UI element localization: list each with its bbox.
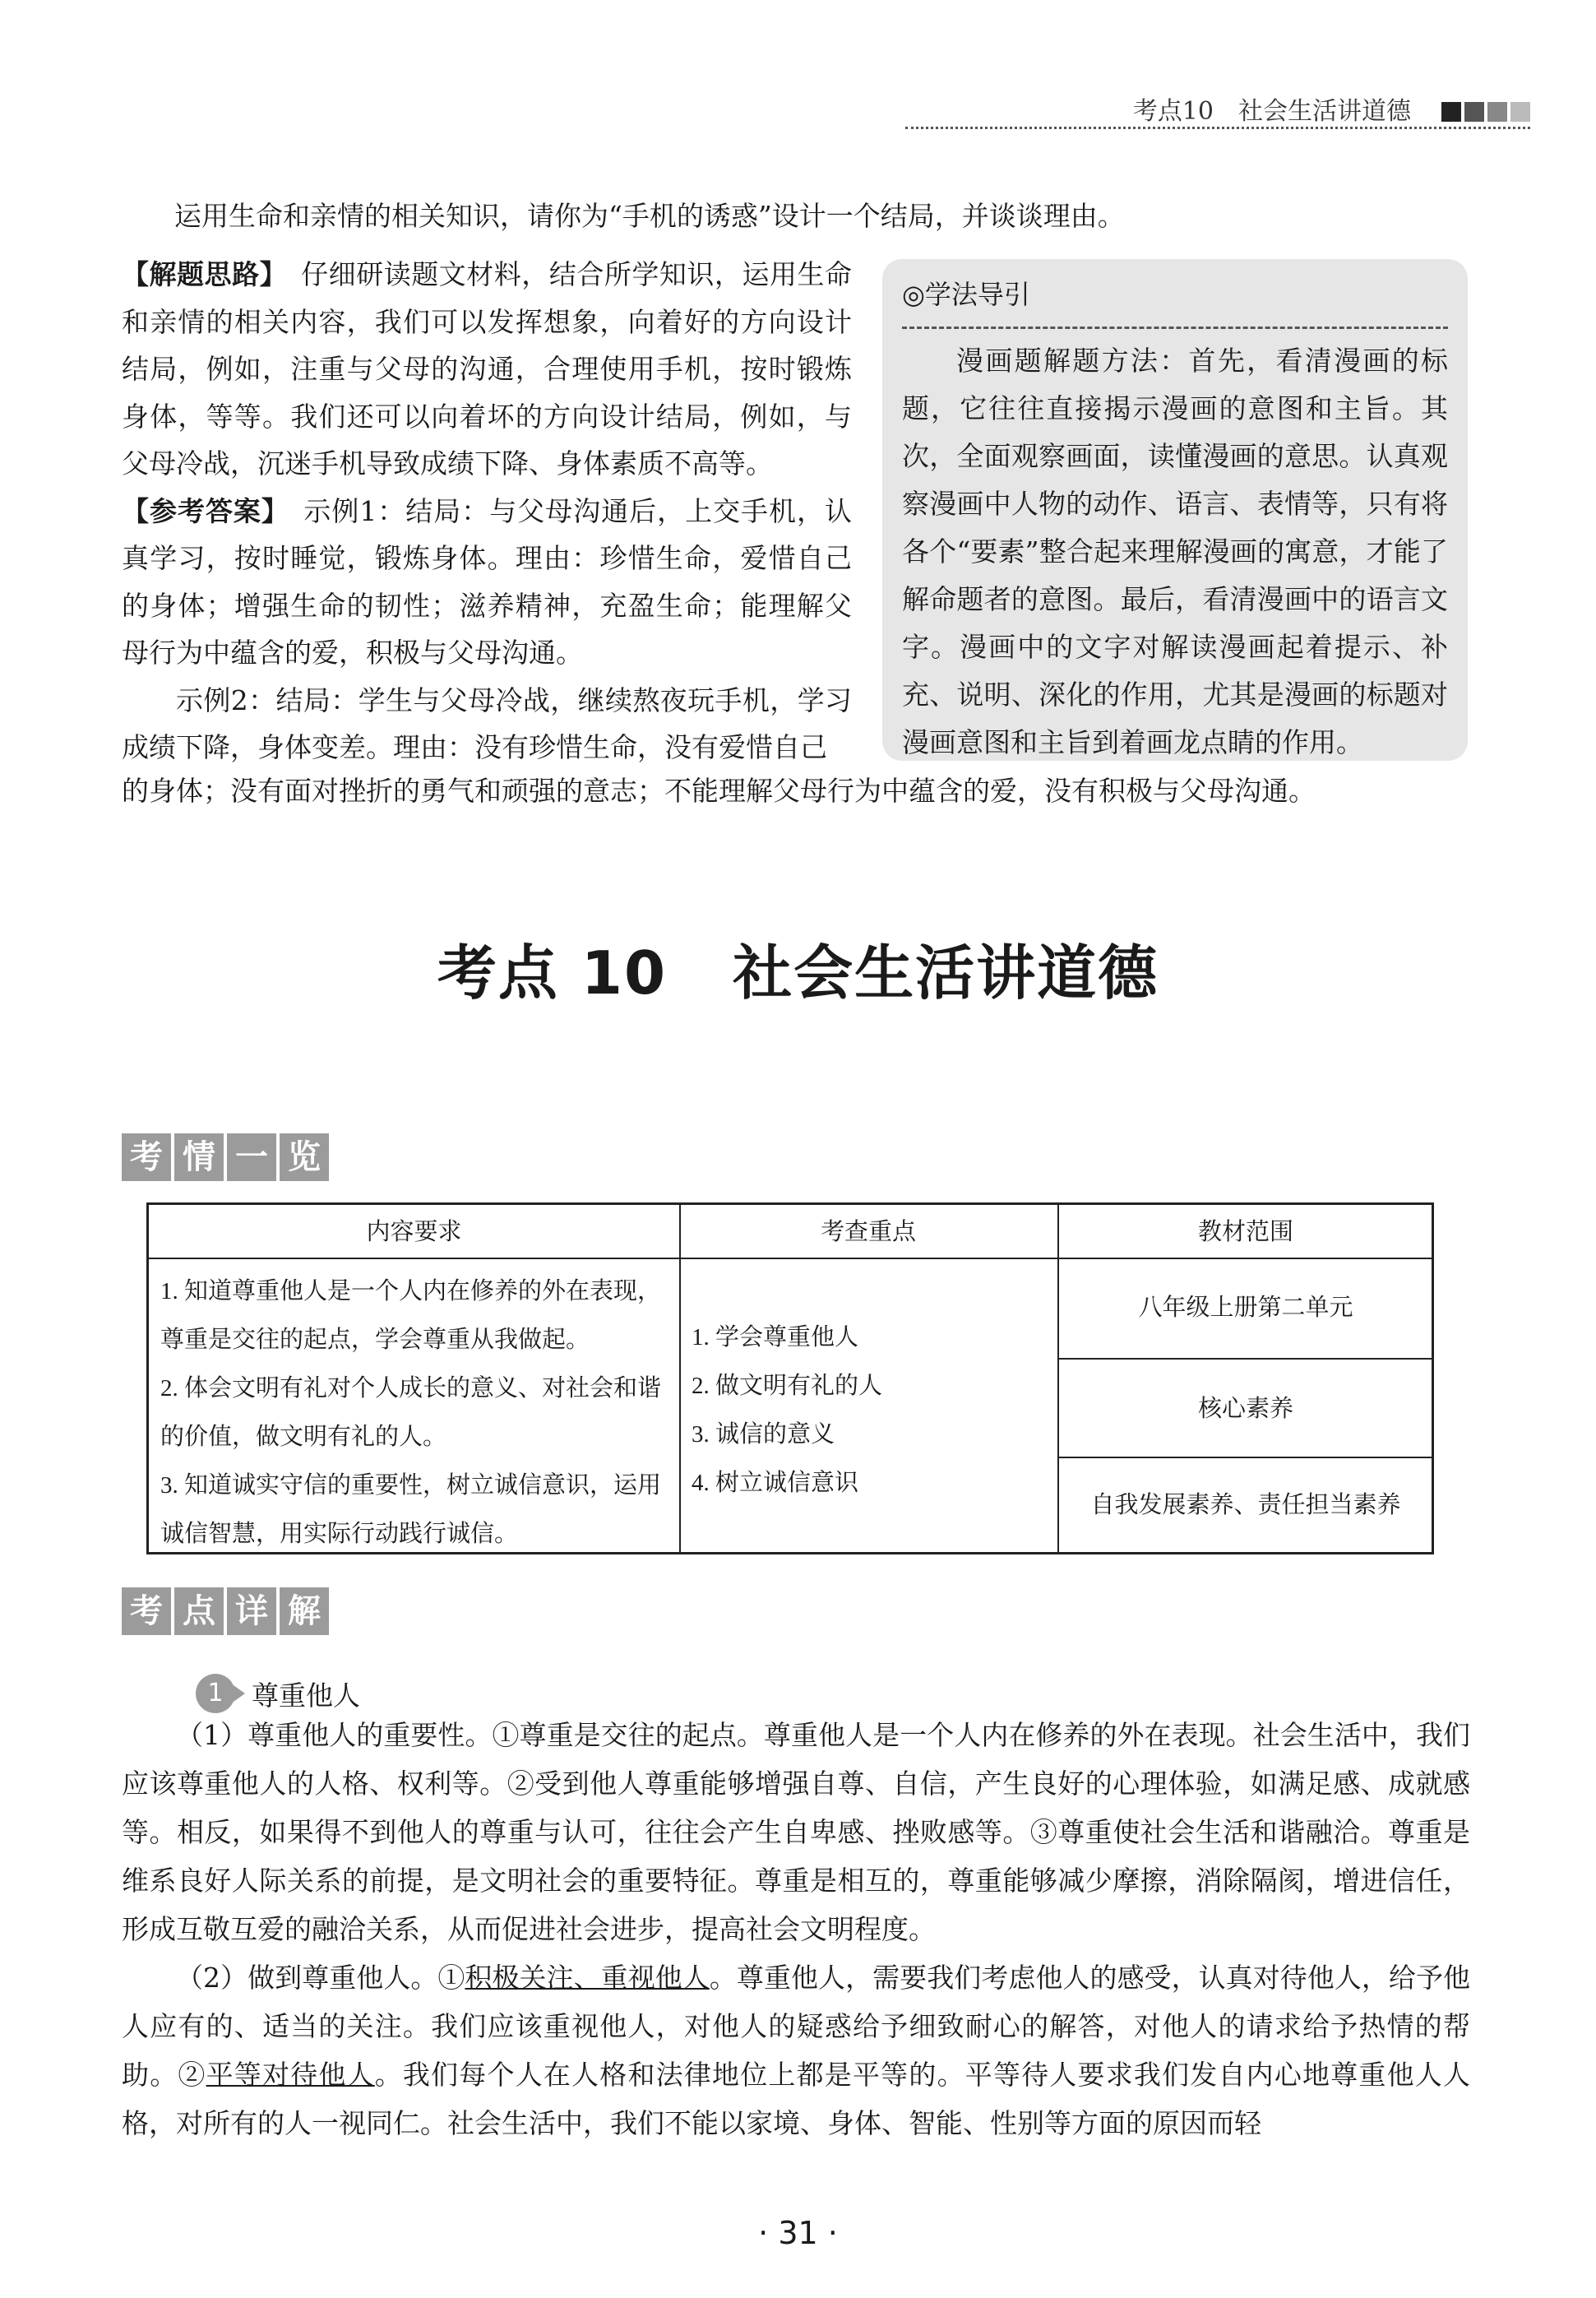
header-dotted-rule — [905, 127, 1530, 129]
key-phrase: 积极关注、重视他人 — [465, 1962, 710, 1994]
focus-item: 2. 做文明有礼的人 — [692, 1373, 883, 1399]
header-square — [1441, 102, 1461, 122]
details-tag-char: 解 — [280, 1587, 329, 1635]
running-title: 考点10 社会生活讲道德 — [1132, 97, 1411, 126]
overview-tag-char: 情 — [174, 1133, 224, 1181]
textbook-range-value: 八年级上册第二单元 — [1138, 1295, 1353, 1321]
detail-paragraph-1: （1）尊重他人的重要性。①尊重是交往的起点。尊重他人是一个人内在修养的外在表现。社会生活中，我们应该尊重他人的人格、权利等。②受到他人尊重能够增强自尊、自信，产生良好的心理体验，如满足感、成就感等。相反，如果得不到他人的尊重与认可，往往会产生自卑感、挫败感等。③尊重使社会生活和谐融洽。尊重是维系良好人际关系的前提，是文明社会的重要特征。尊重是相互的，尊重能够减少摩擦，消除隔阂，增进信任，形成互敬互爱的融洽关系，从而促进社会进步，提高社会文明程度。 — [122, 1719, 1470, 1945]
running-header — [905, 82, 1530, 132]
header-square — [1510, 102, 1530, 122]
details-tag-char: 点 — [174, 1587, 224, 1635]
overview-table — [146, 1202, 1434, 1554]
focus-item: 3. 诚信的意义 — [692, 1421, 835, 1448]
point-number-badge: 1 — [196, 1674, 235, 1713]
answer-example-1: 示例1：结局：与父母沟通后，上交手机，认真学习，按时睡觉，锻炼身体。理由：珍惜生命，爱惜自己的身体；增强生命的韧性；滋养精神，充盈生命；能理解父母行为中蕴含的爱，积极与父母沟通。 — [122, 494, 853, 669]
badge-arrow-icon — [234, 1685, 245, 1702]
study-guide-box — [882, 259, 1468, 761]
table-header-row — [149, 1205, 1432, 1259]
study-guide-divider — [902, 327, 1448, 329]
answer-example-2-continued: 的身体；没有面对挫折的勇气和顽强的意志；不能理解父母行为中蕴含的爱，没有积极与父母沟通。 — [122, 775, 1316, 807]
details-tag-char: 详 — [227, 1587, 276, 1635]
detail-text: 。我们每个人在人格和法律地位上都是平等的。平等待人要求我们发自内心地尊重他人人格，对所有的人一视同仁。社会生活中，我们不能以家境、身体、智能、性别等方面的原因而轻 — [122, 2059, 1471, 2139]
header-square — [1487, 102, 1507, 122]
detail-text: 。尊重他人，需要我们考虑他人的感受，认真对待他人，给予他人应有的、适当的关注。我们应该重视他人，对他人的疑惑给予细致耐心的解答，对他人的请求给予热情的帮助。② — [122, 1962, 1471, 2091]
focus-item: 1. 学会尊重他人 — [692, 1324, 859, 1351]
details-tag-char: 考 — [122, 1587, 171, 1635]
point-title: 尊重他人 — [252, 1679, 360, 1712]
solution-paragraph — [122, 251, 852, 488]
requirement-item: 2. 体会文明有礼对个人成长的意义、对社会和谐的价值，做文明有礼的人。 — [160, 1375, 662, 1450]
details-body — [122, 1711, 1470, 2147]
study-guide-title: ◎学法导引 — [902, 279, 1030, 310]
section-number: 考点 10 — [437, 938, 668, 1008]
core-literacy-label: 核心素养 — [1197, 1394, 1293, 1422]
header-content-requirements: 内容要求 — [366, 1217, 462, 1245]
solution-text: 仔细研读题文材料，结合所学知识，运用生命和亲情的相关内容，我们可以发挥想象，向着好的方向设计结局，例如，注重与父母的沟通，合理使用手机，按时锻炼身体，等等。我们还可以向着坏的方向设计结局，例如，与父母冷战，沉迷手机导致成绩下降、身体素质不高等。 — [122, 258, 853, 480]
requirement-item: 3. 知道诚实守信的重要性，树立诚信意识，运用诚信智慧，用实际行动践行诚信。 — [160, 1472, 662, 1547]
header-square — [1464, 102, 1484, 122]
details-tag — [122, 1587, 332, 1635]
header-textbook-range: 教材范围 — [1197, 1217, 1293, 1245]
answer-example-2: 示例2：结局：学生与父母冷战，继续熬夜玩手机，学习成绩下降，身体变差。理由：没有珍惜生命，没有爱惜自己 — [122, 683, 852, 763]
section-name: 社会生活讲道德 — [733, 938, 1159, 1008]
question-text: 运用生命和亲情的相关知识，请你为“手机的诱惑”设计一个结局，并谈谈理由。 — [174, 200, 1125, 232]
detail-text: （2）做到尊重他人。① — [176, 1962, 465, 1994]
section-title — [0, 925, 1596, 1011]
answer-column — [122, 251, 852, 771]
answer-label: 【参考答案】 — [122, 494, 276, 527]
study-guide-body: 漫画题解题方法：首先，看清漫画的标题，它往往直接揭示漫画的意图和主旨。其次，全面观察画面，读懂漫画的意思。认真观察漫画中人物的动作、语言、表情等，只有将各个“要素”整合起来理解漫画的寓意，才能了解命题者的意图。最后，看清漫画中的语言文字。漫画中的文字对解读漫画起着提示、补充、说明、深化的作用，尤其是漫画的标题对漫画意图和主旨到着画龙点睛的作用。 — [902, 345, 1448, 758]
key-phrase: 平等对待他人 — [206, 2059, 375, 2091]
requirement-item: 1. 知道尊重他人是一个人内在修养的外在表现，尊重是交往的起点，学会尊重从我做起。 — [160, 1278, 662, 1353]
overview-tag-char: 考 — [122, 1133, 171, 1181]
point-heading — [196, 1674, 360, 1713]
solution-label: 【解题思路】 — [122, 258, 274, 290]
overview-tag — [122, 1133, 332, 1181]
header-exam-focus: 考查重点 — [820, 1217, 916, 1245]
core-literacy-value: 自我发展素养、责任担当素养 — [1090, 1492, 1401, 1518]
focus-list — [692, 1313, 1037, 1508]
overview-tag-char: 览 — [280, 1133, 329, 1181]
overview-tag-char: 一 — [227, 1133, 276, 1181]
header-squares-icon — [1438, 102, 1530, 125]
answer-paragraph — [122, 488, 852, 677]
focus-item: 4. 树立诚信意识 — [692, 1470, 859, 1496]
detail-paragraph-2 — [122, 1953, 1470, 2147]
requirements-list — [160, 1267, 666, 1559]
table-divider — [679, 1205, 681, 1552]
page-number: · 31 · — [758, 2215, 838, 2251]
